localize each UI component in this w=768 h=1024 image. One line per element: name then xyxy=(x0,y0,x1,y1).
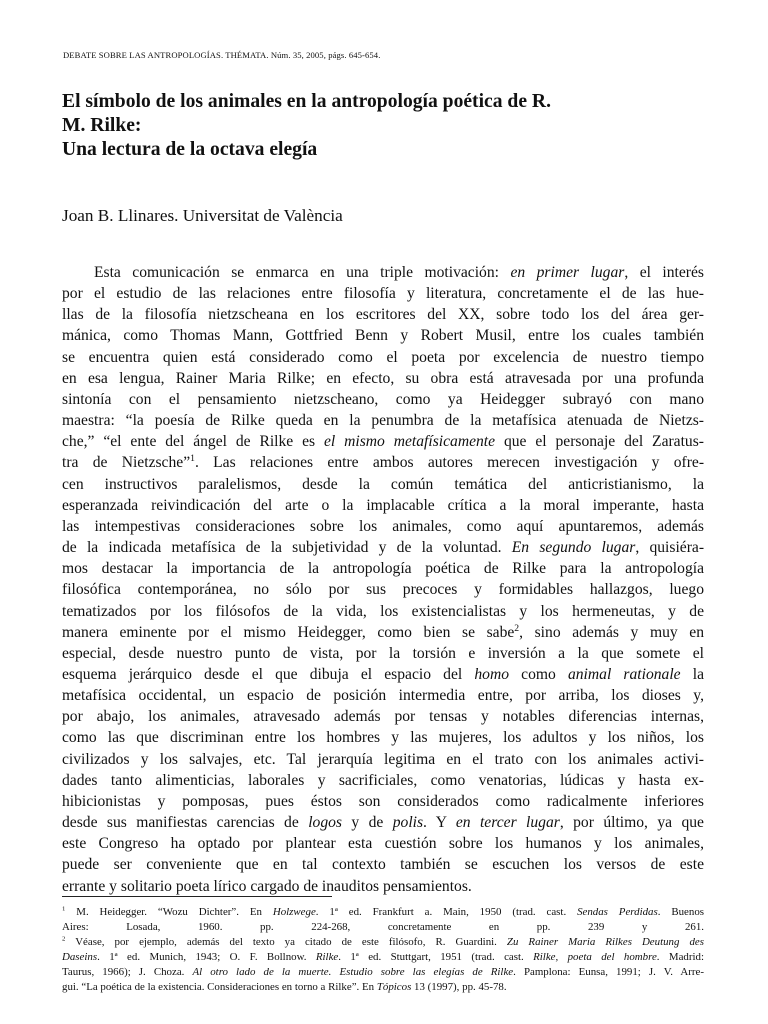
body-line xyxy=(62,495,704,516)
body-line xyxy=(62,431,704,452)
body-line xyxy=(62,622,704,643)
article-title xyxy=(62,90,702,162)
text-run: . Buenos xyxy=(657,906,705,918)
text-run: la xyxy=(680,665,704,683)
text-run: Esta comunicación se enmarca en una triple motivación: xyxy=(94,264,511,281)
text-run: cen instructivos paralelismos, desde la común temática del anticristianismo, la xyxy=(62,475,704,493)
body-line xyxy=(62,770,704,791)
title-line-1: El símbolo de los animales en la antropología poética de R. xyxy=(62,91,551,112)
footnote-line xyxy=(62,905,704,920)
text-run: por abajo, los animales, atravesado además por tensas y notables diferencias internas, xyxy=(62,708,704,726)
body-line xyxy=(62,347,704,368)
italic-run: Tópicos xyxy=(376,981,412,993)
text-run: Aires: Losada, 1960. pp. 224-268, concretamente en pp. 239 y 261. xyxy=(62,921,704,933)
italic-run: el mismo metafísicamente xyxy=(323,433,496,451)
italic-run: Al otro lado de la muerte. Estudio sobre las elegías de Rilke xyxy=(192,966,514,978)
italic-run: Daseins xyxy=(62,951,98,963)
text-run: esperanzada reivindicación del arte o la implacable crítica a la moral imperante, hasta xyxy=(62,496,704,514)
text-run: esquema jerárquico desde el que dibuja el espacio del xyxy=(62,665,475,683)
italic-run: Zu Rainer Maria Rilkes Deutung des xyxy=(506,936,704,948)
body-line xyxy=(62,579,704,600)
text-run: como xyxy=(509,665,568,683)
text-run: las intempestivas consideraciones sobre los animales, como aquí apuntaremos, además xyxy=(62,517,704,535)
text-run: maestra: “la poesía de Rilke queda en la penumbra de la metafísica atenuada de Nietzs- xyxy=(62,412,704,430)
text-run: che,” “el ente del ángel de Rilke es xyxy=(62,433,324,451)
body-line xyxy=(62,558,704,579)
text-run: . 1ª ed. Stuttgart, 1951 (trad. cast. xyxy=(338,951,534,963)
text-run: civilizados y los salvajes, etc. Tal jerarquía legitima en el trato con los animales activi- xyxy=(62,750,704,768)
italic-run: animal rationale xyxy=(567,665,681,683)
text-run: desde sus manifiestas carencias de xyxy=(62,814,309,832)
footnote-separator xyxy=(62,896,332,897)
body-line xyxy=(62,833,704,854)
italic-run: en tercer lugar xyxy=(455,814,560,832)
running-head: DEBATE SOBRE LAS ANTROPOLOGÍAS. THÉMATA. Núm. 35, 2005, págs. 645-654. xyxy=(63,50,381,60)
text-run: errante y solitario poeta lírico cargado de inauditos pensamientos. xyxy=(62,877,472,895)
text-run: sintonía con el pensamiento nietzscheano, como ya Heidegger subrayó con mano xyxy=(62,390,704,408)
footnote-line xyxy=(62,950,704,965)
text-run: , por último, ya que xyxy=(559,814,704,832)
text-run: metafísica occidental, un espacio de posición intermedia entre, por arriba, los dioses y, xyxy=(62,687,704,705)
text-run: este Congreso ha optado por plantear esta cuestión sobre los humanos y los animales, xyxy=(62,835,704,853)
body-line xyxy=(62,410,704,431)
title-line-3: Una lectura de la octava elegía xyxy=(62,139,318,160)
italic-run: Holzwege xyxy=(272,906,316,918)
body-line xyxy=(62,854,704,875)
text-run: manera eminente por el mismo Heidegger, como bien se sabe xyxy=(62,623,515,641)
text-run: gui. “La poética de la existencia. Consideraciones en torno a Rilke”. En xyxy=(62,981,377,993)
italic-run: logos xyxy=(308,814,342,832)
body-line xyxy=(62,643,704,664)
text-run: . Y xyxy=(423,814,456,832)
text-run: hibicionistas y pomposas, pues éstos son considerados como radicalmente inferiores xyxy=(62,792,704,810)
italic-run: Sendas Perdidas xyxy=(577,906,658,918)
footnote-ref: 2 xyxy=(514,622,520,634)
text-run: y de xyxy=(341,814,393,832)
text-run: , quisiéra- xyxy=(635,539,705,557)
body-line xyxy=(62,812,704,833)
body-line xyxy=(62,283,704,304)
text-run: 13 (1997), pp. 45-78. xyxy=(411,981,507,993)
body-line xyxy=(62,325,704,346)
text-run: Taurus, 1966); J. Choza. xyxy=(62,966,193,978)
italic-run: En segundo lugar xyxy=(511,539,636,557)
footnote-line xyxy=(62,920,704,935)
italic-run: Rilke xyxy=(315,951,339,963)
text-run: se encuentra quien está considerado como el poeta por excelencia de nuestro tiempo xyxy=(62,348,704,366)
body-line xyxy=(62,749,704,770)
body-line xyxy=(62,474,704,495)
body-line xyxy=(62,389,704,410)
text-run: filosófica contemporánea, no sólo por sus precoces y formidables hallazgos, luego xyxy=(62,581,704,599)
text-run: llas de la filosofía nietzscheana en los escritores del XX, sobre todo los del área ger- xyxy=(62,306,704,324)
body-line xyxy=(62,452,704,473)
text-run: tematizados por los filósofos de la vida, los existencialistas y los hermeneutas, y de xyxy=(62,602,704,620)
title-line-2: M. Rilke: xyxy=(62,115,142,136)
text-run: M. Heidegger. “Wozu Dichter”. En xyxy=(65,906,273,918)
text-run: que el personaje del Zaratus- xyxy=(495,433,704,451)
text-run: , sino además y muy en xyxy=(519,623,704,641)
body-line xyxy=(62,706,704,727)
text-run: tra de Nietzsche” xyxy=(62,454,191,472)
body-line xyxy=(62,685,704,706)
footnote-ref: 2 xyxy=(62,935,66,943)
body-line xyxy=(62,304,704,325)
text-run: . Madrid: xyxy=(656,951,704,963)
footnotes xyxy=(62,905,704,995)
text-run: mánica, como Thomas Mann, Gottfried Benn y Robert Musil, entre los cuales también xyxy=(62,327,704,345)
footnote-line xyxy=(62,935,704,950)
italic-run: polis xyxy=(392,814,424,832)
text-run: . Las relaciones entre ambos autores merecen investigación y ofre- xyxy=(194,454,705,472)
body-line xyxy=(62,876,704,897)
body-line xyxy=(62,664,704,685)
text-run: , el interés xyxy=(624,264,704,281)
text-run: mos destacar la importancia de la antropología poética de Rilke para la antropología xyxy=(62,560,704,578)
body-line xyxy=(62,537,704,558)
text-run: Véase, por ejemplo, además del texto ya citado de este filósofo, R. Guardini. xyxy=(65,936,507,948)
italic-run: homo xyxy=(474,665,510,683)
italic-run: en primer lugar xyxy=(510,264,625,281)
italic-run: Rilke, poeta del hombre xyxy=(533,951,657,963)
body-line xyxy=(62,727,704,748)
text-run: especial, desde nuestro punto de vista, por la torsión e inversión a la que somete el xyxy=(62,644,704,662)
text-run: dades tanto alimenticias, laborales y sacrificiales, como venatorias, lúdicas y hasta ex- xyxy=(62,771,704,789)
footnote-ref: 1 xyxy=(62,905,66,913)
body-line xyxy=(62,601,704,622)
body-line xyxy=(62,791,704,812)
body-line xyxy=(62,368,704,389)
text-run: de la indicada metafísica de la subjetividad y de la voluntad. xyxy=(62,539,512,557)
footnote-ref: 1 xyxy=(190,453,195,465)
footnote-line xyxy=(62,980,704,995)
text-run: como las que discriminan entre los hombres y las mujeres, los adultos y los niños, los xyxy=(62,729,704,747)
text-run: . 1ª ed. Munich, 1943; O. F. Bollnow. xyxy=(97,951,316,963)
footnote-line xyxy=(62,965,704,980)
text-run: . 1ª ed. Frankfurt a. Main, 1950 (trad. cast. xyxy=(315,906,578,918)
text-run: puede ser conveniente que en tal contexto también se escuchen los versos de este xyxy=(62,856,704,874)
body-line xyxy=(62,262,704,283)
author-affiliation: Joan B. Llinares. Universitat de València xyxy=(62,206,343,225)
text-run: por el estudio de las relaciones entre filosofía y literatura, concretamente el de las hue- xyxy=(62,285,704,303)
text-run: en esa lengua, Rainer Maria Rilke; en efecto, su obra está atravesada por una profunda xyxy=(62,369,704,387)
body-paragraph xyxy=(62,262,704,897)
body-line xyxy=(62,516,704,537)
text-run: . Pamplona: Eunsa, 1991; J. V. Arre- xyxy=(513,966,704,978)
